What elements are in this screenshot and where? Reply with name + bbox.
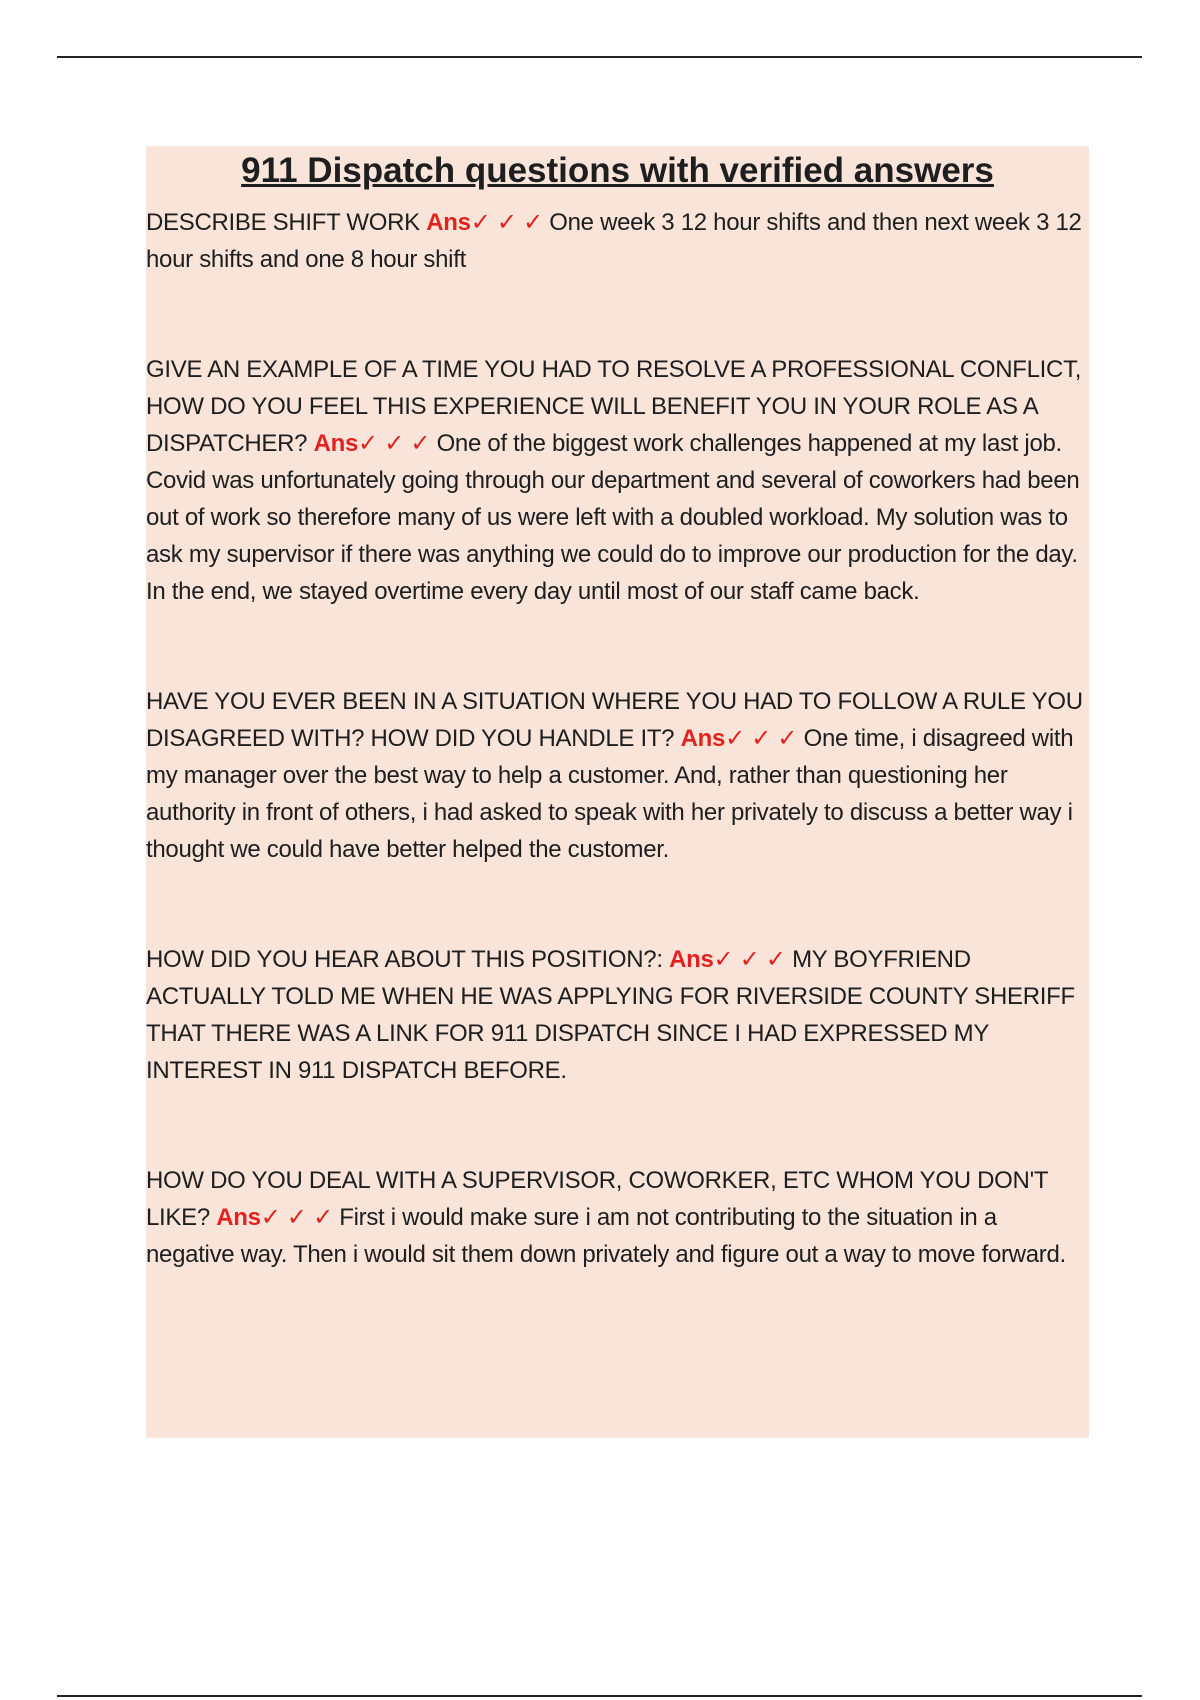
qa-item — [146, 1162, 1089, 1273]
answer-text: One time, i disagreed with my manager over the best way to help a customer. And, rather than questioning her authority in front of others, i had asked to speak with her privately to discuss a better way i thought we could have better helped the customer. — [146, 725, 1074, 863]
check-marks-icon: ✓ ✓ ✓ — [358, 430, 431, 457]
check-marks-icon: ✓ ✓ ✓ — [260, 1204, 333, 1231]
answer-text: One of the biggest work challenges happened at my last job. Covid was unfortunately going through our department and several of coworkers had been out of work so therefore many of us were left with a doubled workload. My solution was to ask my supervisor if there was anything we could do to improve our production for the day. In the end, we stayed overtime every day until most of our staff came back. — [146, 430, 1080, 605]
qa-item — [146, 351, 1089, 610]
answer-text: First i would make sure i am not contributing to the situation in a negative way. Then i would sit them down privately and figure out a way to move forward. — [146, 1204, 1066, 1268]
question-text: HOW DO YOU DEAL WITH A SUPERVISOR, COWORKER, ETC WHOM YOU DON'T LIKE? — [146, 1167, 1048, 1231]
question-text: HAVE YOU EVER BEEN IN A SITUATION WHERE YOU HAD TO FOLLOW A RULE YOU DISAGREED WITH? HOW DID YOU HANDLE IT? — [146, 688, 1083, 752]
question-text: GIVE AN EXAMPLE OF A TIME YOU HAD TO RESOLVE A PROFESSIONAL CONFLICT, HOW DO YOU FEEL THIS EXPERIENCE WILL BENEFIT YOU IN YOUR ROLE AS A DISPATCHER? — [146, 356, 1082, 457]
check-marks-icon: ✓ ✓ ✓ — [725, 725, 798, 752]
qa-item — [146, 683, 1089, 868]
header-rule — [57, 56, 1142, 58]
qa-item — [146, 941, 1089, 1089]
question-text: DESCRIBE SHIFT WORK — [146, 209, 420, 236]
answer-marker: Ans — [669, 946, 714, 973]
question-text: HOW DID YOU HEAR ABOUT THIS POSITION?: — [146, 946, 663, 973]
answer-text: One week 3 12 hour shifts and then next week 3 12 hour shifts and one 8 hour shift — [146, 209, 1082, 273]
answer-marker: Ans — [426, 209, 471, 236]
footer-rule — [57, 1695, 1142, 1697]
check-marks-icon: ✓ ✓ ✓ — [713, 946, 786, 973]
answer-text: MY BOYFRIEND ACTUALLY TOLD ME WHEN HE WAS APPLYING FOR RIVERSIDE COUNTY SHERIFF THAT THERE WAS A LINK FOR 911 DISPATCH SINCE I HAD EXPRESSED MY INTEREST IN 911 DISPATCH BEFORE. — [146, 946, 1075, 1084]
check-marks-icon: ✓ ✓ ✓ — [470, 209, 543, 236]
document-title: 911 Dispatch questions with verified answers — [241, 151, 994, 190]
answer-marker: Ans — [216, 1204, 261, 1231]
qa-item — [146, 204, 1089, 278]
answer-marker: Ans — [313, 430, 359, 457]
answer-marker: Ans — [680, 725, 726, 752]
qa-list — [146, 204, 1089, 1273]
qa-content-box — [146, 146, 1089, 1438]
